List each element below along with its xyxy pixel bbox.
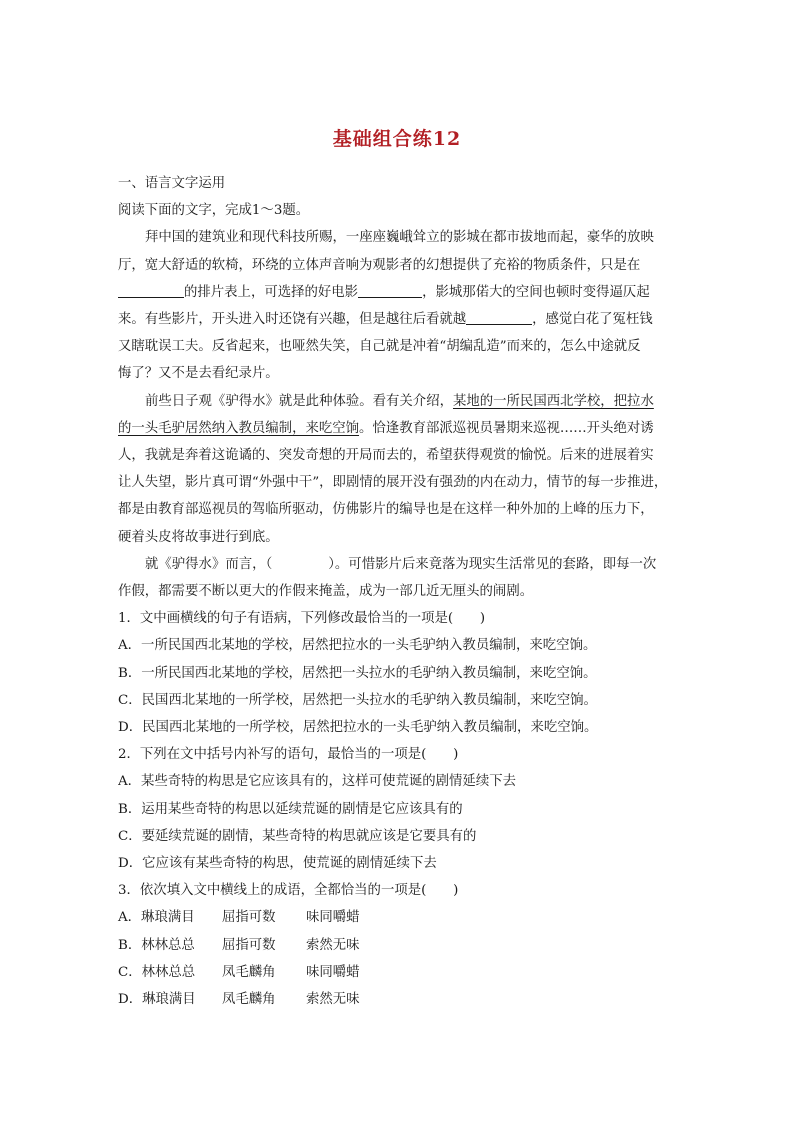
option-d[interactable]: D．它应该有某些奇特的构思，使荒诞的剧情延续下去 — [118, 856, 437, 872]
passage-text: 。恰逢教育部派巡视员暑期来巡视……开头绝对诱 — [359, 420, 654, 436]
question-stem: 3．依次填入文中横线上的成语，全都恰当的一项是( ) — [118, 883, 459, 899]
passage-line: 让人失望，影片真可谓“外强中干”，即剧情的展开没有强劲的内在动力，情节的每一步推进， — [118, 475, 668, 491]
option-a[interactable] — [118, 904, 678, 931]
passage-text: ，影城那偌大的空间也顿时变得逼仄起 — [422, 284, 650, 300]
option-idiom: 索然无味 — [306, 937, 360, 953]
option-idiom: 凤毛麟角 — [222, 992, 276, 1008]
question-stem: 2．下列在文中括号内补写的语句，最恰当的一项是( ) — [118, 747, 459, 763]
passage-line: 人，我就是奔着这诡谲的、突发奇想的开局而去的，希望获得观赏的愉悦。后来的进展着实 — [118, 448, 654, 464]
passage-paragraph-1 — [118, 224, 678, 387]
option-d[interactable]: D．民国西北某地的一所学校，居然把拉水的一头毛驴纳入教员编制，来吃空饷。 — [118, 720, 598, 736]
passage-text: ，感觉白花了冤枉钱 — [532, 312, 653, 328]
passage-line — [118, 279, 678, 306]
page-title: 基础组合练12 — [332, 128, 462, 150]
document-body — [118, 170, 678, 1013]
question-2 — [118, 741, 678, 877]
section-heading: 一、语言文字运用 — [118, 176, 226, 191]
section-instruction: 阅读下面的文字，完成1～3题。 — [118, 203, 310, 219]
passage-line: 厅，宽大舒适的软椅，环绕的立体声音响为观影者的幻想提供了充裕的物质条件，只是在 — [118, 257, 641, 273]
fill-blank-3[interactable] — [466, 309, 532, 325]
passage-line — [118, 388, 678, 415]
fill-blank-1[interactable] — [118, 282, 184, 298]
option-b[interactable] — [118, 932, 678, 959]
option-idiom: 索然无味 — [306, 992, 360, 1008]
passage-line: 都是由教育部巡视员的驾临所驱动，仿佛影片的编导也是在这样一种外加的上峰的压力下， — [118, 502, 654, 518]
option-c[interactable] — [118, 959, 678, 986]
option-idiom: B．林林总总 — [118, 937, 195, 953]
option-b[interactable]: B．一所民国西北某地的学校，居然把一头拉水的毛驴纳入教员编制，来吃空饷。 — [118, 665, 597, 681]
option-d[interactable] — [118, 986, 678, 1013]
passage-text: 来。有些影片，开头进入时还饶有兴趣，但是越往后看就越 — [118, 312, 467, 328]
option-idiom: 屈指可数 — [222, 937, 276, 953]
passage-paragraph-2 — [118, 388, 678, 551]
passage-text: 前些日子观《驴得水》就是此种体验。看有关介绍， — [145, 393, 453, 409]
passage-line — [118, 551, 678, 578]
option-idiom: 味同嚼蜡 — [306, 964, 360, 980]
passage-line — [118, 306, 678, 333]
option-idiom: 屈指可数 — [222, 910, 276, 926]
passage-text: 就《驴得水》而言，（ — [145, 556, 273, 572]
option-idiom: A．琳琅满目 — [118, 910, 195, 926]
question-3 — [118, 877, 678, 1013]
passage-text: ）。可惜影片后来竟落为现实生活常见的套路，即每一次 — [328, 556, 657, 572]
passage-line: 悔了？又不是去看纪录片。 — [118, 366, 279, 382]
option-a[interactable]: A．某些奇特的构思是它应该具有的，这样可使荒诞的剧情延续下去 — [118, 774, 516, 790]
fill-blank-2[interactable] — [358, 282, 422, 298]
passage-line: 又瞎耽误工夫。反省起来，也哑然失笑，自己就是冲着“胡编乱造”而来的，怎么中途就反 — [118, 339, 641, 355]
passage-paragraph-3 — [118, 551, 678, 605]
option-c[interactable]: C．民国西北某地的一所学校，居然把一头拉水的毛驴纳入教员编制，来吃空饷。 — [118, 692, 597, 708]
underlined-sentence: 某地的一所民国西北学校，把拉水 — [452, 393, 654, 409]
question-1 — [118, 605, 678, 741]
option-a[interactable]: A．一所民国西北某地的学校，居然把拉水的一头毛驴纳入教员编制，来吃空饷。 — [118, 638, 597, 654]
option-b[interactable]: B．运用某些奇特的构思以延续荒诞的剧情是它应该具有的 — [118, 801, 463, 817]
passage-text: 的排片表上，可选择的好电影 — [184, 284, 359, 300]
question-stem: 1．文中画横线的句子有语病，下列修改最恰当的一项是( ) — [118, 611, 486, 627]
option-idiom: D．琳琅满目 — [118, 992, 196, 1008]
passage-line: 硬着头皮将故事进行到底。 — [118, 529, 279, 545]
passage-line: 拜中国的建筑业和现代科技所赐，一座座巍峨耸立的影城在都市拔地而起，豪华的放映 — [145, 230, 654, 246]
underlined-sentence: 的一头毛驴居然纳入教员编制，来吃空饷 — [118, 420, 360, 436]
passage-line — [118, 415, 678, 442]
option-idiom: 味同嚼蜡 — [306, 910, 360, 926]
option-idiom: C．林林总总 — [118, 964, 196, 980]
option-idiom: 凤毛麟角 — [222, 964, 276, 980]
option-c[interactable]: C．要延续荒诞的剧情，某些奇特的构思就应该是它要具有的 — [118, 828, 477, 844]
passage-line: 作假，都需要不断以更大的作假来掩盖，成为一部几近无厘头的闹剧。 — [118, 584, 534, 600]
